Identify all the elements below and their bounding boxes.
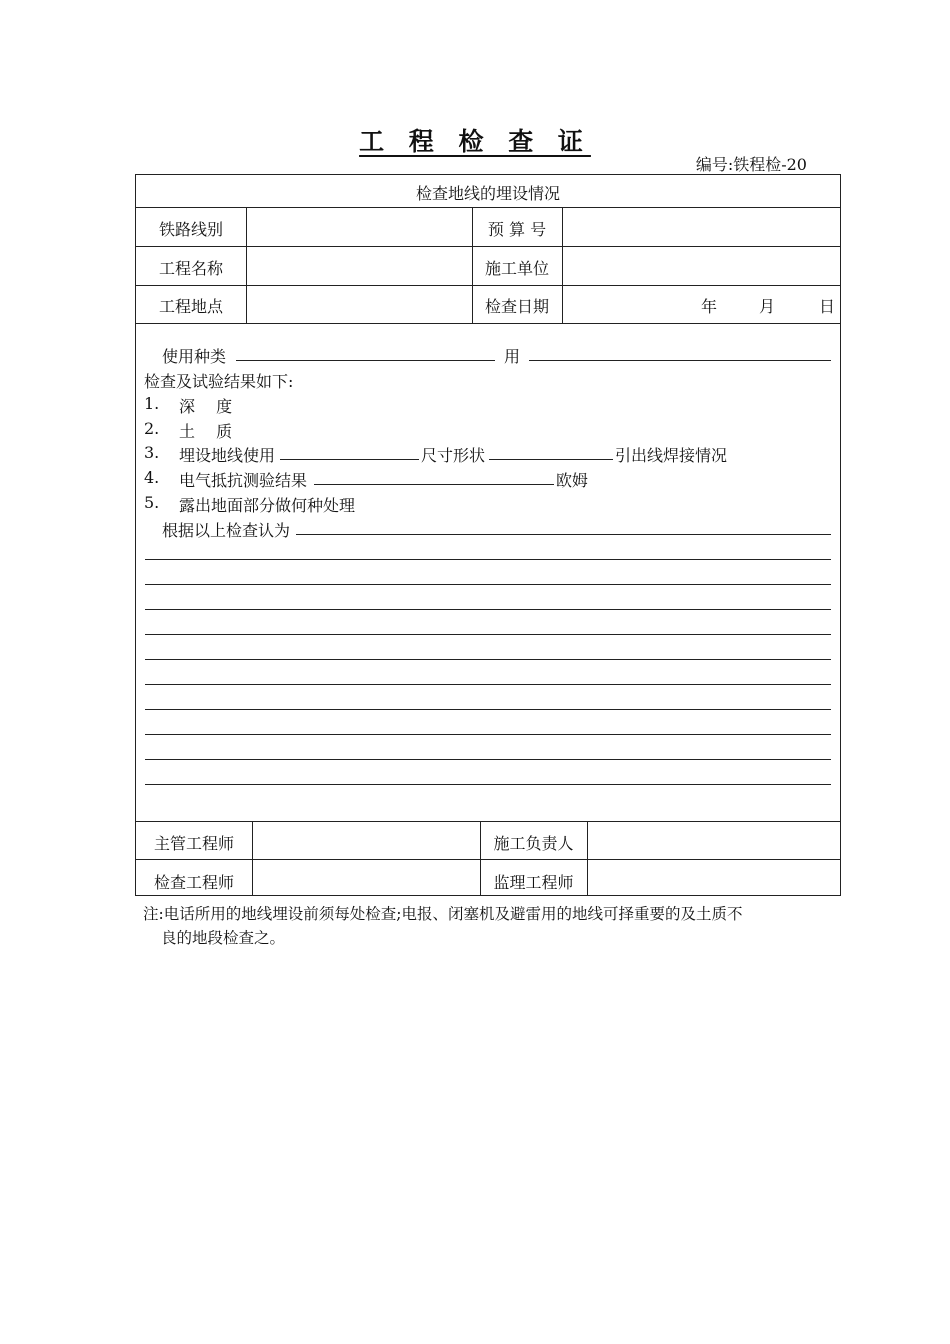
supervision-engineer-label: 监理工程师	[493, 873, 574, 892]
conclusion-line[interactable]	[145, 659, 831, 660]
material-blank[interactable]	[280, 459, 419, 460]
ohm-unit: 欧姆	[556, 471, 589, 490]
conclusion-line[interactable]	[145, 684, 831, 685]
conclusion-line[interactable]	[145, 734, 831, 735]
date-year-label: 年	[701, 297, 718, 316]
date-month-label: 月	[759, 297, 776, 316]
project-location-label: 工程地点	[158, 297, 223, 316]
conclusion-line[interactable]	[145, 709, 831, 710]
project-location-field[interactable]	[247, 286, 471, 322]
conclusion-line[interactable]	[145, 559, 831, 560]
conclusion-blank[interactable]	[296, 534, 831, 535]
item-soil: 土 质	[179, 422, 233, 441]
inspection-engineer-field[interactable]	[253, 860, 479, 895]
contractor-field[interactable]	[563, 247, 839, 284]
item-ground-wire-material: 埋设地线使用	[179, 446, 276, 465]
used-for-label: 用	[504, 347, 521, 366]
conclusion-line[interactable]	[145, 784, 831, 785]
conclusion-line[interactable]	[145, 759, 831, 760]
railway-line-label: 铁路线别	[158, 220, 223, 239]
construction-lead-label: 施工负责人	[493, 834, 574, 853]
conclusion-label: 根据以上检查认为	[162, 521, 291, 540]
row-divider	[136, 285, 840, 286]
inspection-date-label: 检查日期	[484, 297, 549, 316]
row-divider	[136, 323, 840, 324]
item-number: 1.	[144, 394, 160, 413]
item-number: 5.	[144, 493, 160, 512]
conclusion-line[interactable]	[145, 609, 831, 610]
document-number: 编号:铁程检-20	[695, 155, 807, 174]
conclusion-line[interactable]	[145, 634, 831, 635]
supervision-engineer-field[interactable]	[588, 860, 839, 895]
contractor-label: 施工单位	[484, 259, 549, 278]
budget-no-label: 预 算 号	[487, 220, 547, 239]
item-depth: 深 度	[179, 397, 233, 416]
construction-lead-field[interactable]	[588, 822, 839, 858]
size-shape-label: 尺寸形状	[421, 446, 486, 465]
resistance-blank[interactable]	[314, 484, 554, 485]
usage-type-label: 使用种类	[162, 347, 227, 366]
date-day-label: 日	[819, 297, 836, 316]
section-title: 检查地线的埋设情况	[415, 184, 560, 203]
project-name-field[interactable]	[247, 247, 471, 284]
usage-type-blank[interactable]	[236, 360, 495, 361]
railway-line-field[interactable]	[247, 208, 471, 245]
conclusion-line[interactable]	[145, 584, 831, 585]
size-shape-blank[interactable]	[489, 459, 613, 460]
project-name-label: 工程名称	[158, 259, 223, 278]
results-intro: 检查及试验结果如下:	[144, 372, 294, 391]
chief-engineer-label: 主管工程师	[153, 834, 234, 853]
used-for-blank[interactable]	[529, 360, 831, 361]
item-number: 4.	[144, 468, 160, 487]
item-exposed-treatment: 露出地面部分做何种处理	[179, 496, 356, 515]
form-title: 工 程 检 查 证	[359, 127, 591, 156]
budget-no-field[interactable]	[563, 208, 839, 245]
chief-engineer-field[interactable]	[253, 822, 479, 858]
footnote	[143, 902, 742, 950]
inspection-form	[135, 174, 841, 896]
item-number: 3.	[144, 443, 160, 462]
item-resistance-test: 电气抵抗测验结果	[179, 471, 308, 490]
footnote-line: 注:电话所用的地线埋设前须每处检查;电报、闭塞机及避雷用的地线可择重要的及土质不	[143, 905, 743, 923]
lead-welding-label: 引出线焊接情况	[615, 446, 728, 465]
inspection-engineer-label: 检查工程师	[153, 873, 234, 892]
footnote-line: 良的地段检查之。	[161, 929, 286, 947]
item-number: 2.	[144, 419, 160, 438]
